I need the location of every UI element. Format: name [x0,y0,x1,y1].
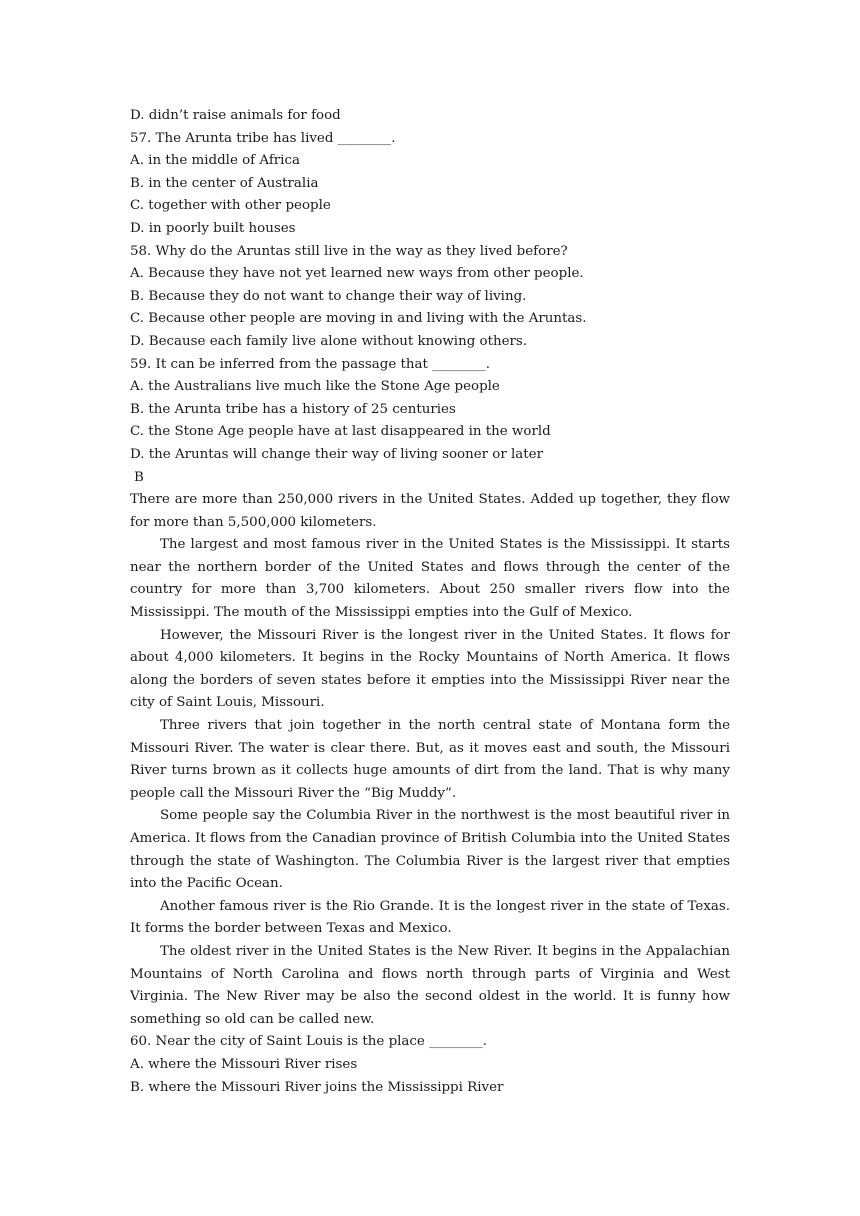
passage-paragraph-5: Some people say the Columbia River in the northwest is the most beautiful river in America. It flows from the Canadian province of British Columbia into the United States through the state of Washington. The Columbia River is the largest river that empties into the Pacific Ocean. [130,808,730,892]
question-57-option-d: D. in poorly built houses [130,220,296,236]
question-60-option-a: A. where the Missouri River rises [130,1056,358,1072]
passage-paragraph-1: There are more than 250,000 rivers in the United States. Added up together, they flow for more than 5,500,000 kilometers. [130,492,730,530]
passage-paragraph-6: Another famous river is the Rio Grande. It is the longest river in the state of Texas. It forms the border between Texas and Mexico. [130,898,730,937]
question-58-stem: 58. Why do the Aruntas still live in the way as they lived before? [130,243,568,259]
question-58-option-d: D. Because each family live alone without knowing others. [130,333,528,349]
question-57-stem: 57. The Arunta tribe has lived ________. [130,130,396,146]
question-60-option-b: B. where the Missouri River joins the Mississippi River [130,1079,504,1095]
question-57-option-c: C. together with other people [130,198,331,214]
question-60-stem: 60. Near the city of Saint Louis is the place ________. [130,1034,487,1050]
document-content [130,105,730,1099]
passage-paragraph-4: Three rivers that join together in the north central state of Montana form the Missouri River. The water is clear there. But, as it moves east and south, the Missouri River turns brown as it collects huge amounts of dirt from the land. That is why many people call the Missouri River the “Big Muddy”. [130,718,730,801]
question-56-option-d: D. didn’t raise animals for food [130,108,341,123]
question-58-option-c: C. Because other people are moving in and living with the Aruntas. [130,311,587,327]
question-59-option-d: D. the Aruntas will change their way of living sooner or later [130,446,543,462]
question-58-option-b: B. Because they do not want to change their way of living. [130,288,527,304]
passage-paragraph-3: However, the Missouri River is the longest river in the United States. It flows for about 4,000 kilometers. It begins in the Rocky Mountains of North America. It flows along the borders of seven states before it empties into the Mississippi River near the city of Saint Louis, Missouri. [130,627,730,711]
question-58-option-a: A. Because they have not yet learned new ways from other people. [130,266,584,282]
section-b-heading: B [134,469,144,485]
question-59-option-b: B. the Arunta tribe has a history of 25 centuries [130,401,456,417]
question-59-option-a: A. the Australians live much like the Stone Age people [130,379,500,395]
question-57-option-b: B. in the center of Australia [130,175,319,191]
question-59-option-c: C. the Stone Age people have at last disappeared in the world [130,424,551,440]
passage-paragraph-2: The largest and most famous river in the United States is the Mississippi. It starts near the northern border of the United States and flows through the center of the country for more than 3,700 kilometers. About 250 smaller rivers flow into the Mississippi. The mouth of the Mississippi empties into the Gulf of Mexico. [130,537,730,621]
passage-paragraph-7: The oldest river in the United States is the New River. It begins in the Appalachian Mountains of North Carolina and flows north through parts of Virginia and West Virginia. The New River may be also the second oldest in the world. It is funny how something so old can be called new. [130,943,730,1027]
question-57-option-a: A. in the middle of Africa [130,153,300,169]
question-59-stem: 59. It can be inferred from the passage that ________. [130,356,490,372]
